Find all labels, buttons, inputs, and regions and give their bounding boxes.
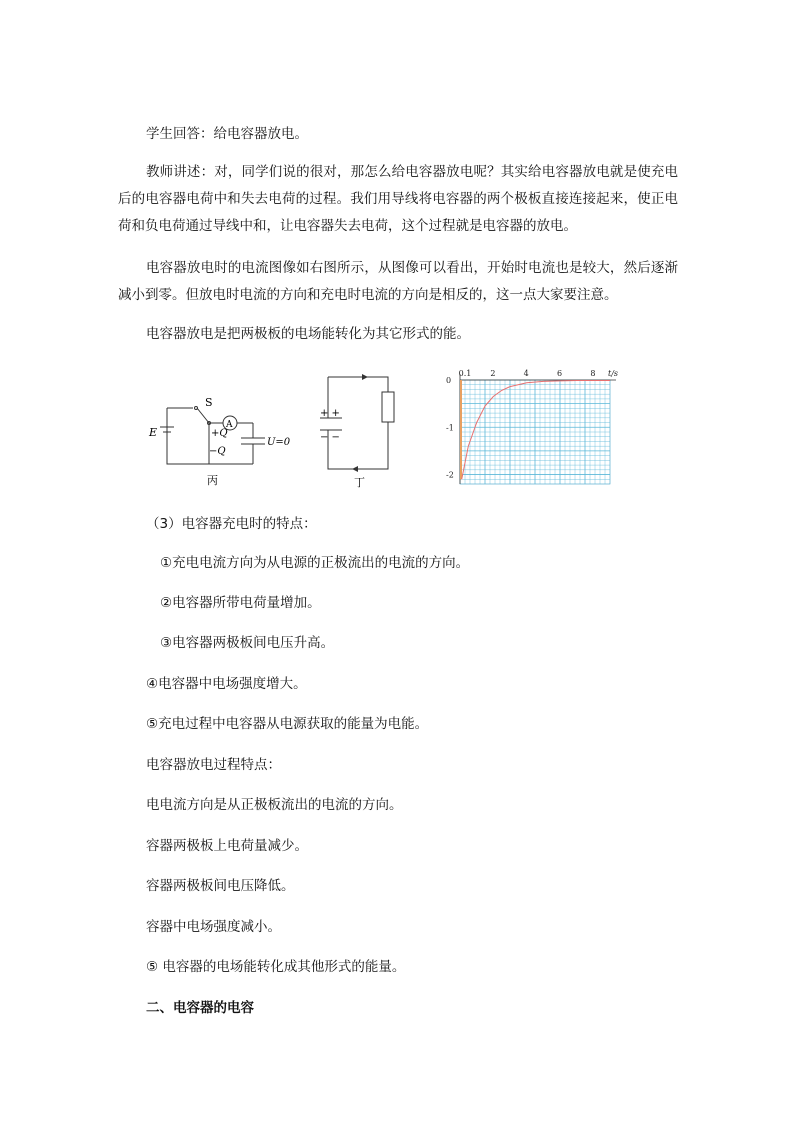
discharge-item-4: 容器中电场强度减小。 (146, 919, 281, 935)
caption-ding: 丁 (354, 476, 365, 489)
paragraph-discharge-graph: 电容器放电时的电流图像如右图所示，从图像可以看出，开始时电流也是较大，然后逐渐减小到零。但放电时电流的方向和充电时电流的方向是相反的，这一点大家要注意。 (118, 260, 678, 303)
circuit-diagram-ding (312, 372, 412, 490)
section3-item-3: ③电容器两极板间电压升高。 (160, 635, 335, 651)
section3-item-1: ①充电电流方向为从电源的正极流出的电流的方向。 (160, 555, 470, 571)
label-S: S (205, 396, 213, 409)
paragraph-energy-conversion: 电容器放电是把两极板的电场能转化为其它形式的能。 (146, 326, 470, 342)
label-E: E (149, 426, 158, 439)
discharge-item-3: 容器两极板间电压降低。 (146, 878, 295, 894)
section-heading-capacitance: 二、电容器的电容 (146, 1000, 254, 1016)
y-tick-label: -2 (446, 470, 454, 480)
discharge-item-2: 容器两极板上电荷量减少。 (146, 838, 308, 854)
section3-item-2: ②电容器所带电荷量增加。 (160, 595, 321, 611)
section3-item-5: ⑤充电过程中电容器从电源获取的能量为电能。 (146, 716, 429, 732)
x-tick-label: 8 (590, 369, 596, 378)
label-plus-plates: + + (320, 408, 340, 419)
graph-grid (460, 380, 610, 484)
label-minus-q: −Q (209, 446, 226, 457)
discharge-item-5: ⑤ 电容器的电场能转化成其他形式的能量。 (146, 959, 406, 975)
circuit-diagram-bing (145, 396, 295, 491)
label-minus-plates: − − (320, 432, 340, 443)
ammeter-icon: A (226, 420, 233, 430)
x-tick-label: 4 (523, 369, 529, 378)
x-tick-label: 6 (557, 369, 563, 378)
caption-bing: 丙 (207, 474, 218, 487)
label-plus-q: +Q (211, 428, 228, 439)
label-u-zero: U=0 (267, 437, 291, 448)
y-tick-label: 0 (446, 376, 452, 385)
arrow-right-icon (362, 374, 368, 380)
paragraph-teacher-explanation: 教师讲述：对，同学们说的很对，那怎么给电容器放电呢？其实给电容器放电就是使充电后的电容器电荷中和失去电荷的过程。我们用导线将电容器的两个极板直接连接起来，使正电荷和负电荷通过导线中和，让电容器失去电荷，这个过程就是电容器的放电。 (118, 164, 678, 234)
arrow-left-icon (352, 466, 358, 472)
discharge-title: 电容器放电过程特点： (146, 757, 281, 773)
x-axis-label: t/s (608, 369, 619, 378)
discharge-item-1: 电电流方向是从正极板流出的电流的方向。 (146, 797, 403, 813)
paragraph-student-answer: 学生回答：给电容器放电。 (146, 126, 308, 142)
section3-item-4: ④电容器中电场强度增大。 (146, 676, 307, 692)
section3-title: （3）电容器充电时的特点： (146, 516, 317, 532)
x-tick-label: 2 (490, 369, 496, 378)
y-tick-label: -1 (446, 423, 454, 433)
x-tick-label: 0.1 (458, 369, 472, 378)
discharge-current-graph (444, 364, 624, 490)
